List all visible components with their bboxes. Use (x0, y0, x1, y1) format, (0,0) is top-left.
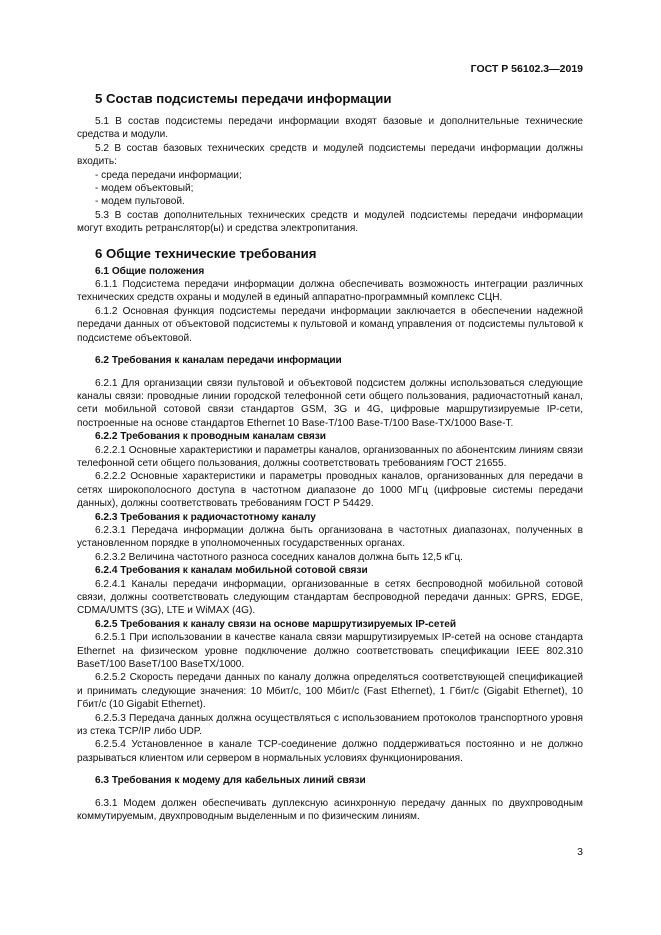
section-6-title: 6 Общие технические требования (95, 245, 317, 261)
paragraph-6-2-5-3: 6.2.5.3 Передача данных должна осуществляться с использованием протоколов транспортного уровня из стека TCP/IP либо UDP. (77, 712, 583, 738)
subsection-6-2-2-title: 6.2.2 Требования к проводным каналам связи (95, 431, 327, 443)
list-item: - среда передачи информации; (95, 169, 242, 181)
paragraph-6-1-1: 6.1.1 Подсистема передачи информации должна обеспечивать возможность интеграции различных технических средств охраны и модулей в единый аппаратно-программный комплекс СЦН. (77, 279, 583, 304)
subsection-6-3-title: 6.3 Требования к модему для кабельных линий связи (95, 775, 366, 787)
subsection-6-2-4-title: 6.2.4 Требования к каналам мобильной сотовой связи (95, 565, 368, 577)
paragraph-6-1-2: 6.1.2 Основная функция подсистемы передачи информации заключается в обеспечении надежной передачи данных от объектовой подсистемы к пультовой и команд управления от подсистемы пультовой к подсистеме объектовой. (77, 305, 583, 344)
paragraph-5-1: 5.1 В состав подсистемы передачи информации входят базовые и дополнительные технические средства и модули. (77, 116, 583, 141)
section-5-title: 5 Состав подсистемы передачи информации (95, 91, 392, 106)
paragraph-6-2-5-1: 6.2.5.1 При использовании в качестве канала связи маршрутизируемых IP-сетей на основе стандарта Ethernet на физическом уровне подключение должно соответствовать спецификации IEEE 802.310 BaseT/100 BaseT/100 BaseTX/1000. (77, 632, 583, 671)
paragraph-6-2-5-2: 6.2.5.2 Скорость передачи данных по каналу должна определяться соответствующей спецификацией и принимать следующие значения: 10 Мбит/с, 100 Мбит/с (Fast Ethernet), 1 Гбит/с (Gigabit Ethernet), 10 Гбит/с (10 Gigabit Ethernet). (77, 672, 583, 711)
subsection-6-1-title: 6.1 Общие положения (95, 265, 205, 277)
paragraph-6-2-3-1: 6.2.3.1 Передача информации должна быть организована в частотных диапазонах, полученных в установленном порядке в уполномоченных государственных органах. (77, 524, 583, 550)
subsection-6-2-5-title: 6.2.5 Требования к каналу связи на основе маршрутизируемых IP-сетей (95, 618, 457, 630)
paragraph-6-2-3-2: 6.2.3.2 Величина частотного разноса соседних каналов должна быть 12,5 кГц. (95, 551, 463, 563)
list-item: - модем пультовой. (95, 196, 185, 208)
page-content (77, 90, 583, 824)
list-item: - модем объектовый; (95, 183, 194, 195)
paragraph-6-2-2-2: 6.2.2.2 Основные характеристики и параметры проводных каналов, организованных для передачи в сетях широкополосного доступа в частотном диапазоне до 1000 МГц (цифровые системы передачи данных), должны соответствовать требованиям ГОСТ Р 54429. (77, 471, 583, 510)
subsection-6-2-title: 6.2 Требования к каналам передачи информации (95, 355, 342, 367)
paragraph-5-2: 5.2 В состав базовых технических средств и модулей подсистемы передачи информации должны входить: (77, 142, 583, 168)
paragraph-6-2-2-1: 6.2.2.1 Основные характеристики и параметры каналов, организованных по абонентским линиям связи телефонной сети общего пользования, должны соответствовать требованиям ГОСТ 21655. (77, 444, 583, 469)
paragraph-6-2-5-4: 6.2.5.4 Установленное в канале TCP-соединение должно поддерживаться постоянно и не должно разрываться клиентом или сервером в нормальных условиях функционирования. (77, 739, 583, 764)
paragraph-6-3-1: 6.3.1 Модем должен обеспечивать дуплексную асинхронную передачу данных по двухпроводным коммутируемым, двухпроводным выделенным и по физическим линиям. (77, 797, 583, 823)
page-number: 3 (577, 846, 583, 858)
paragraph-6-2-4-1: 6.2.4.1 Каналы передачи информации, организованные в сетях беспроводной мобильной сотовой связи, должны соответствовать следующим стандартам беспроводной передачи данных: GPRS, EDGE, CDMA/UMTS (3G), LTE и WiMAX (4G). (77, 578, 583, 617)
paragraph-5-3: 5.3 В состав дополнительных технических средств и модулей подсистемы передачи информации могут входить ретранслятор(ы) и средства электропитания. (77, 209, 583, 235)
paragraph-6-2-1: 6.2.1 Для организации связи пультовой и объектовой подсистем должны использоваться следующие каналы связи: проводные линии городской телефонной сети общего пользования, радиочастотный канал, сети мобильной сотовой связи стандартов GSM, 3G и 4G, цифровые маршрутизируемые IP-сети, построенные на основе стандартов Ethernet 10 Base-T/100 Base-T/100 Base-TX/1000 Base-T. (77, 377, 583, 429)
subsection-6-2-3-title: 6.2.3 Требования к радиочастотному каналу (95, 511, 316, 523)
document-code: ГОСТ Р 56102.3—2019 (470, 63, 583, 75)
